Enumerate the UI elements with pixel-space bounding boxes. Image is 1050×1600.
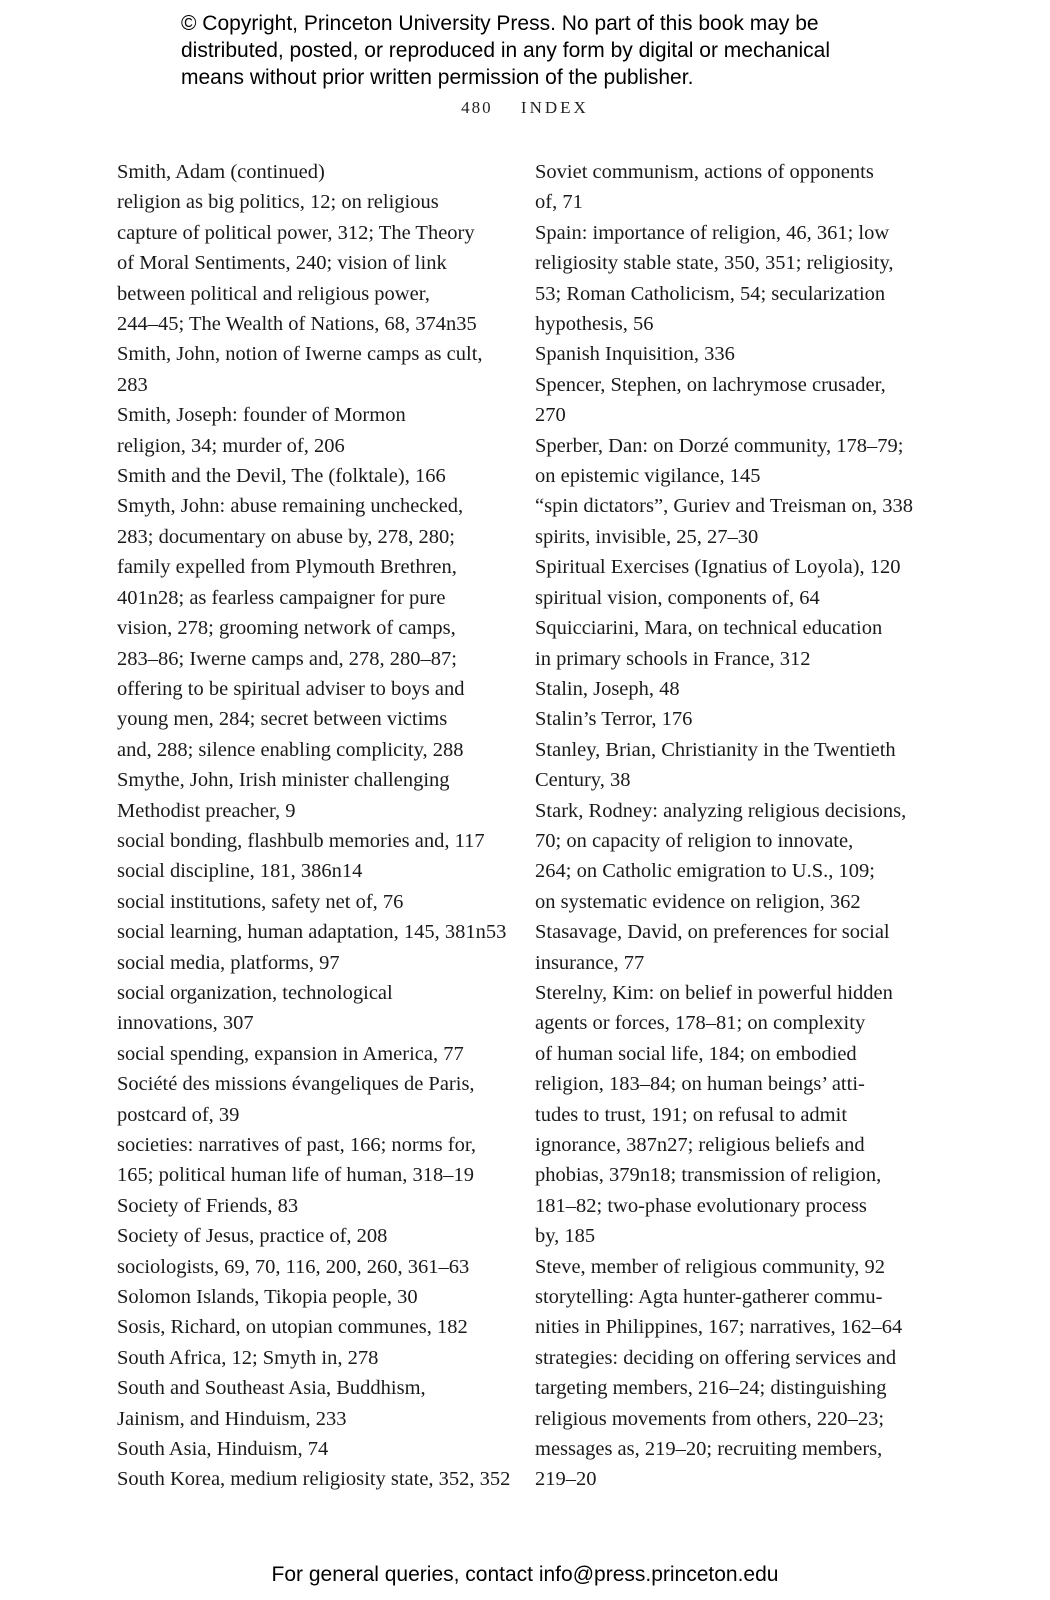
index-entry xyxy=(117,765,491,826)
index-entry-line: religious movements from others, 220–23; xyxy=(535,1407,885,1430)
index-entry xyxy=(117,1039,491,1069)
index-entry xyxy=(535,674,915,704)
index-entry-line: spirits, invisible, 25, 27–30 xyxy=(535,525,759,548)
index-entry-line: Smith, John, notion of Iwerne camps as cult, xyxy=(117,343,483,366)
index-entry-line: Société des missions évangeliques de Paris, xyxy=(117,1073,475,1096)
running-head xyxy=(0,98,1050,118)
index-entry xyxy=(117,978,491,1039)
index-entry-line: “spin dictators”, Guriev and Treisman on, 338 xyxy=(535,495,914,518)
index-entry xyxy=(117,339,491,400)
running-head-title: INDEX xyxy=(520,98,589,117)
index-entry-line: Century, 38 xyxy=(535,769,631,792)
index-entry xyxy=(117,948,491,978)
index-entry-line: South and Southeast Asia, Buddhism, xyxy=(117,1377,426,1400)
index-entry-line: social media, platforms, 97 xyxy=(117,951,340,974)
index-entry xyxy=(117,826,491,856)
index-entry xyxy=(117,1343,491,1373)
index-entry-line: of Moral Sentiments, 240; vision of link xyxy=(117,252,447,275)
index-entry xyxy=(117,461,491,491)
index-entry xyxy=(535,1252,915,1282)
index-entry xyxy=(117,491,491,765)
index-entry-line: capture of political power, 312; The Theory xyxy=(117,221,475,244)
index-entry-line: 165; political human life of human, 318–19 xyxy=(117,1164,474,1187)
index-entry-line: South Africa, 12; Smyth in, 278 xyxy=(117,1346,379,1369)
index-entry xyxy=(535,583,915,613)
index-entry-line: Stasavage, David, on preferences for social xyxy=(535,921,890,944)
index-entry xyxy=(117,1191,491,1221)
index-entry-line: and, 288; silence enabling complicity, 288 xyxy=(117,738,464,761)
index-entry-line: Smith and the Devil, The (folktale), 166 xyxy=(117,465,446,488)
index-entry-line: Smith, Adam (continued) xyxy=(117,161,325,183)
index-entry xyxy=(117,1069,491,1130)
index-entry-line: Sterelny, Kim: on belief in powerful hidden xyxy=(535,981,893,1004)
index-entry-line: innovations, 307 xyxy=(117,1012,254,1035)
index-entry-line: religion, 34; murder of, 206 xyxy=(117,434,345,457)
footer-contact: For general queries, contact info@press.princeton.edu xyxy=(271,1563,779,1586)
index-entry-line: social institutions, safety net of, 76 xyxy=(117,890,404,913)
index-entry xyxy=(117,856,491,886)
index-entry-line: tudes to trust, 191; on refusal to admit xyxy=(535,1103,848,1126)
index-entry-line: Squicciarini, Mara, on technical education xyxy=(535,617,883,640)
index-entry xyxy=(535,613,915,674)
index-entry xyxy=(535,796,915,918)
index-entry xyxy=(535,522,915,552)
index-entry xyxy=(117,917,507,947)
index-entry xyxy=(117,400,491,461)
index-entry-line: social discipline, 181, 386n14 xyxy=(117,860,363,883)
index-entry-line: targeting members, 216–24; distinguishing xyxy=(535,1377,887,1400)
index-entry-line: storytelling: Agta hunter-gatherer commu- xyxy=(535,1286,883,1309)
index-entry-line: sociologists, 69, 70, 116, 200, 260, 361–63 xyxy=(117,1255,470,1278)
page-number: 480 xyxy=(461,98,493,117)
index-entry xyxy=(117,157,491,339)
index-entry-line: on systematic evidence on religion, 362 xyxy=(535,890,861,913)
copyright-line: means without prior written permission of the publisher. xyxy=(181,66,694,89)
index-entry-line: insurance, 77 xyxy=(535,951,645,974)
index-entry-line: between political and religious power, xyxy=(117,282,430,305)
index-entry-line: young men, 284; secret between victims xyxy=(117,708,448,731)
index-entry-line: social organization, technological xyxy=(117,981,393,1004)
index-entry-line: 70; on capacity of religion to innovate, xyxy=(535,829,854,852)
index-entry-line: Stalin, Joseph, 48 xyxy=(535,677,680,700)
index-entry xyxy=(117,1130,491,1191)
index-entry-line: agents or forces, 178–81; on complexity xyxy=(535,1012,866,1035)
index-entry-line: 270 xyxy=(535,404,566,427)
index-entry xyxy=(535,431,915,492)
index-entry-line: Sosis, Richard, on utopian communes, 182 xyxy=(117,1316,468,1339)
index-entry-line: spiritual vision, components of, 64 xyxy=(535,586,820,609)
index-entry-line: Spanish Inquisition, 336 xyxy=(535,343,735,366)
index-entry-line: in primary schools in France, 312 xyxy=(535,647,811,670)
index-entry-line: Jainism, and Hinduism, 233 xyxy=(117,1407,347,1430)
index-entry-line: social learning, human adaptation, 145, 381n53 xyxy=(117,921,507,944)
index-entry-line: offering to be spiritual adviser to boys and xyxy=(117,677,465,700)
index-entry-line: Spencer, Stephen, on lachrymose crusader, xyxy=(535,373,886,396)
index-entry-line: 283 xyxy=(117,373,148,396)
index-entry-line: 283–86; Iwerne camps and, 278, 280–87; xyxy=(117,647,457,670)
index-entry-line: strategies: deciding on offering services and xyxy=(535,1346,897,1369)
index-entry-line: 219–20 xyxy=(535,1468,597,1491)
index-entry xyxy=(535,704,915,734)
index-entry-line: Methodist preacher, 9 xyxy=(117,799,296,822)
index-entry-line: Stanley, Brian, Christianity in the Twentieth xyxy=(535,738,896,761)
index-entry-line: 244–45; The Wealth of Nations, 68, 374n35 xyxy=(117,313,477,336)
index-entry-line: Sperber, Dan: on Dorzé community, 178–79; xyxy=(535,434,904,457)
index-entry-line: Smith, Joseph: founder of Mormon xyxy=(117,404,406,427)
index-entry-line: Solomon Islands, Tikopia people, 30 xyxy=(117,1286,418,1309)
index-entry-line: Stark, Rodney: analyzing religious decisions, xyxy=(535,799,907,822)
copyright-notice xyxy=(181,10,941,91)
index-entry-line: messages as, 219–20; recruiting members, xyxy=(535,1438,883,1461)
index-entry-line: of human social life, 184; on embodied xyxy=(535,1042,857,1065)
index-entry xyxy=(535,157,915,218)
index-entry xyxy=(117,1282,491,1312)
index-entry xyxy=(117,1312,491,1342)
index-entry-line: Soviet communism, actions of opponents xyxy=(535,161,874,183)
index-entry-line: Society of Friends, 83 xyxy=(117,1194,299,1217)
index-entry xyxy=(535,218,915,340)
index-entry-line: nities in Philippines, 167; narratives, 162–64 xyxy=(535,1316,903,1339)
index-column-right xyxy=(535,157,915,1495)
index-entry-line: postcard of, 39 xyxy=(117,1103,240,1126)
index-entry-line: religiosity stable state, 350, 351; religiosity, xyxy=(535,252,894,275)
index-entry-line: Spain: importance of religion, 46, 361; low xyxy=(535,221,890,244)
index-entry xyxy=(535,917,915,978)
index-entry-line: 283; documentary on abuse by, 278, 280; xyxy=(117,525,455,548)
index-entry xyxy=(535,1282,915,1343)
index-entry xyxy=(117,1221,491,1251)
index-entry xyxy=(117,1252,491,1282)
index-entry-line: ignorance, 387n27; religious beliefs and xyxy=(535,1134,865,1156)
index-entry-line: Stalin’s Terror, 176 xyxy=(535,708,693,731)
index-entry xyxy=(535,1343,915,1495)
index-entry xyxy=(117,1373,491,1434)
copyright-line: © Copyright, Princeton University Press. No part of this book may be xyxy=(181,12,819,35)
index-entry-line: Steve, member of religious community, 92 xyxy=(535,1255,885,1278)
index-entry xyxy=(535,978,915,1252)
index-entry-line: 264; on Catholic emigration to U.S., 109; xyxy=(535,860,875,883)
index-entry-line: religion, 183–84; on human beings’ atti- xyxy=(535,1073,865,1096)
index-entry-line: by, 185 xyxy=(535,1225,596,1248)
copyright-line: distributed, posted, or reproduced in any form by digital or mechanical xyxy=(181,39,831,62)
index-entry-line: on epistemic vigilance, 145 xyxy=(535,465,761,488)
index-entry-line: societies: narratives of past, 166; norms for, xyxy=(117,1134,476,1156)
index-entry xyxy=(535,491,915,521)
index-entry-line: 181–82; two-phase evolutionary process xyxy=(535,1194,867,1217)
index-entry xyxy=(117,1434,491,1464)
index-entry-line: 53; Roman Catholicism, 54; secularization xyxy=(535,282,886,305)
index-entry xyxy=(535,735,915,796)
index-entry xyxy=(117,887,491,917)
index-entry-line: family expelled from Plymouth Brethren, xyxy=(117,556,457,579)
index-entry xyxy=(535,552,915,582)
index-entry-line: social bonding, flashbulb memories and, 117 xyxy=(117,829,485,852)
index-entry-line: South Asia, Hinduism, 74 xyxy=(117,1438,329,1461)
index-entry xyxy=(117,1464,511,1494)
index-entry xyxy=(535,339,915,369)
index-entry-line: of, 71 xyxy=(535,191,583,214)
index-entry-line: hypothesis, 56 xyxy=(535,313,654,336)
index-column-left xyxy=(117,157,511,1495)
index-entry-line: vision, 278; grooming network of camps, xyxy=(117,617,456,640)
index-entry-line: Spiritual Exercises (Ignatius of Loyola), 120 xyxy=(535,556,901,579)
index-entry xyxy=(535,370,915,431)
index-entry-line: Smythe, John, Irish minister challenging xyxy=(117,769,450,792)
index-entry-line: 401n28; as fearless campaigner for pure xyxy=(117,586,446,609)
index-entry-line: Smyth, John: abuse remaining unchecked, xyxy=(117,495,464,518)
index-entry-line: South Korea, medium religiosity state, 352, 352 xyxy=(117,1468,511,1491)
index-entry-line: phobias, 379n18; transmission of religion, xyxy=(535,1164,882,1187)
index-entry-line: social spending, expansion in America, 77 xyxy=(117,1042,464,1065)
index-entry-line: Society of Jesus, practice of, 208 xyxy=(117,1225,388,1248)
index-entry-line: religion as big politics, 12; on religious xyxy=(117,191,439,214)
